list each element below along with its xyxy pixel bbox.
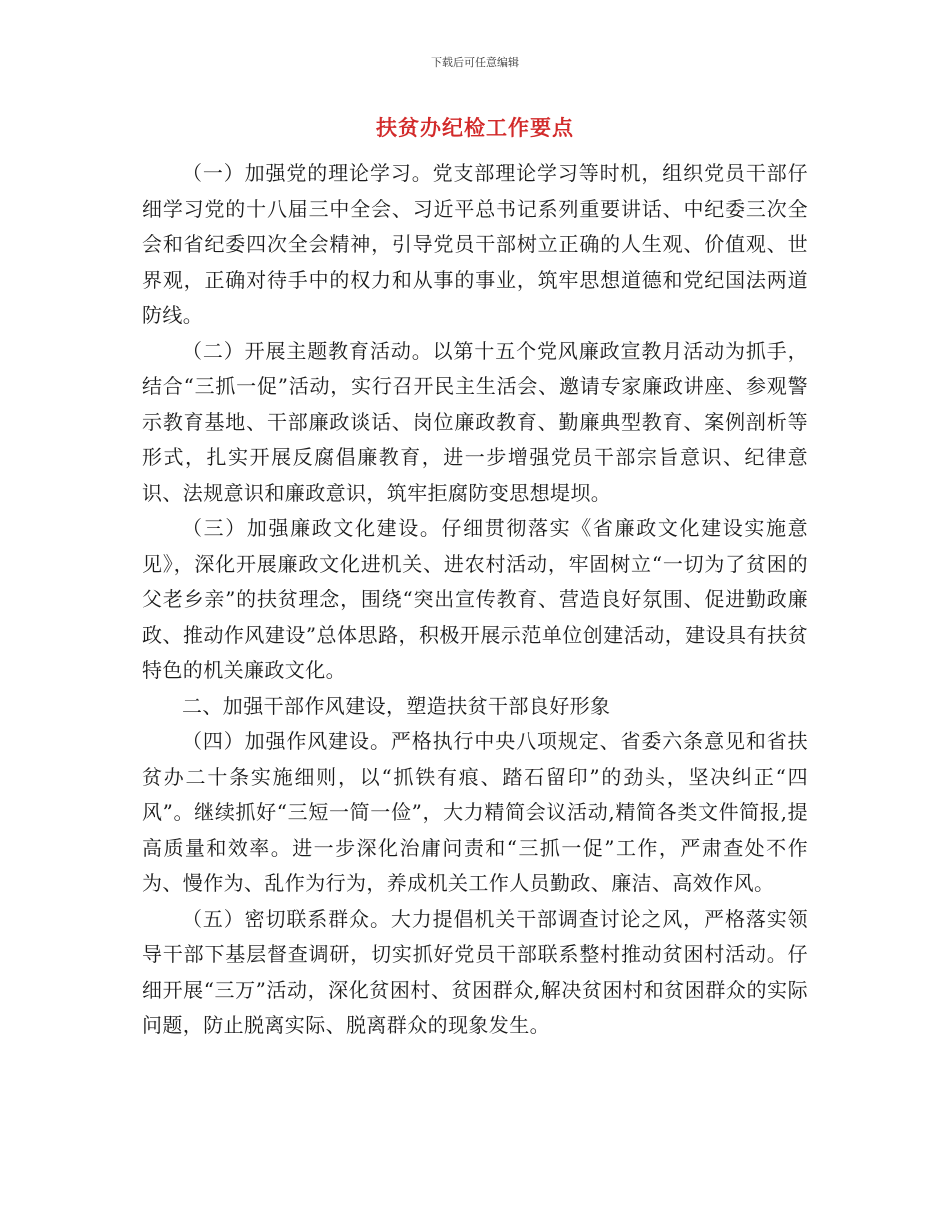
document-body	[142, 156, 808, 1044]
paragraph-4: （四）加强作风建设。严格执行中央八项规定、省委六条意见和省扶贫办二十条实施细则，以“抓铁有痕、踏石留印”的劲头，坚决纠正“四风”。继续抓好“三短一简一俭”，大力精简会议活动,精简各类文件简报,提高质量和效率。进一步深化治庸问责和“三抓一促”工作，严肃查处不作为、慢作为、乱作为行为，养成机关工作人员勤政、廉洁、高效作风。	[142, 729, 808, 895]
paragraph-3: （三）加强廉政文化建设。仔细贯彻落实《省廉政文化建设实施意见》，深化开展廉政文化进机关、进农村活动，牢固树立“一切为了贫困的父老乡亲”的扶贫理念，围绕“突出宣传教育、营造良好氛围、促进勤政廉政、推动作风建设”总体思路，积极开展示范单位创建活动，建设具有扶贫特色的机关廉政文化。	[142, 516, 808, 682]
paragraph-2: （二）开展主题教育活动。以第十五个党风廉政宣教月活动为抓手，结合“三抓一促”活动，实行召开民主生活会、邀请专家廉政讲座、参观警示教育基地、干部廉政谈话、岗位廉政教育、勤廉典型教育、案例剖析等形式，扎实开展反腐倡廉教育，进一步增强党员干部宗旨意识、纪律意识、法规意识和廉政意识，筑牢拒腐防变思想堤坝。	[142, 338, 808, 505]
paragraph-1: （一）加强党的理论学习。党支部理论学习等时机，组织党员干部仔细学习党的十八届三中全会、习近平总书记系列重要讲话、中纪委三次全会和省纪委四次全会精神，引导党员干部树立正确的人生观、价值观、世界观，正确对待手中的权力和从事的事业，筑牢思想道德和党纪国法两道防线。	[142, 161, 808, 327]
document-title: 扶贫办纪检工作要点	[376, 115, 574, 140]
paragraph-5: （五）密切联系群众。大力提倡机关干部调查讨论之风，严格落实领导干部下基层督查调研，切实抓好党员干部联系整村推动贫困村活动。仔细开展“三万”活动，深化贫困村、贫困群众,解决贫困村和贫困群众的实际问题，防止脱离实际、脱离群众的现象发生。	[142, 906, 808, 1037]
section-heading: 二、加强干部作风建设，塑造扶贫干部良好形象	[182, 693, 611, 718]
header-note: 下载后可任意编辑	[431, 56, 519, 69]
